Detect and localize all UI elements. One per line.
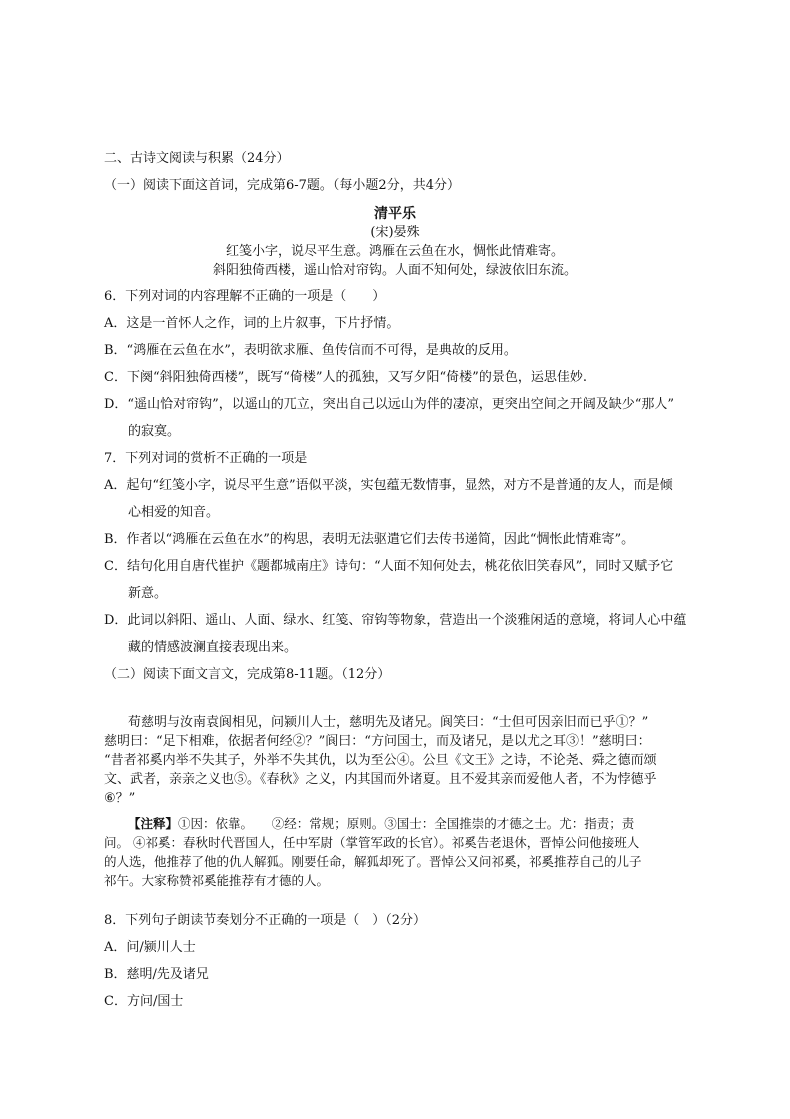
poem-line-1: 红笺小字，说尽平生意。鸿雁在云鱼在水，惆怅此情难寄。 — [225, 244, 564, 259]
question-8-option-a: A．问/颍川人士 — [104, 940, 196, 955]
question-6-option-d-cont: 的寂寞。 — [128, 424, 181, 439]
annotation-label: 【注释】 — [128, 816, 179, 831]
passage-line-5: ⑥？” — [104, 791, 136, 806]
question-6-option-c: C．下阕“斜阳独倚西楼”，既写“倚楼”人的孤独，又写夕阳“倚楼”的景色，运思佳妙. — [104, 370, 587, 385]
question-7-option-d: D．此词以斜阳、遥山、人面、绿水、红笺、帘钩等物象，营造出一个淡雅闲适的意境，将词人心中蕴 — [104, 613, 687, 628]
poem-line-2: 斜阳独倚西楼，遥山恰对帘钩。人面不知何处，绿波依旧东流。 — [212, 263, 577, 278]
question-8-stem: 8．下列句子朗读节奏划分不正确的一项是（ ）（2分） — [104, 913, 427, 928]
section-heading: 二、古诗文阅读与积累（24分） — [104, 151, 290, 166]
poem-author: (宋)晏殊 — [370, 225, 420, 240]
passage-line-4: 文、武者，亲亲之义也⑤。《春秋》之义，内其国而外诸夏。且不爱其亲而爱他人者，不为悖德乎 — [104, 772, 657, 787]
poem-title: 清平乐 — [374, 206, 416, 222]
annotation-line-3: 的人选，他推荐了他的仇人解狐。刚要任命，解狐却死了。晋悼公又问祁奚，祁奚推荐自己的儿子 — [104, 854, 642, 869]
annotation-text-1: ①因：依靠。 ②经：常规；原则。③国士：全国推崇的才德之士。尤：指责；责 — [178, 816, 635, 831]
question-6-option-a: A．这是一首怀人之作，词的上片叙事，下片抒情。 — [104, 316, 400, 331]
question-7-option-a: A．起句“红笺小字，说尽平生意”语似平淡，实包蕴无数情事，显然，对方不是普通的友人，而是倾 — [104, 478, 673, 493]
passage-line-2: 慈明曰：“足下相难，依据者何经②？”阆曰：“方问国士，而及诸兄，是以尤之耳③！”慈明曰： — [104, 734, 651, 749]
question-6-stem: 6．下列对词的内容理解不正确的一项是（ ） — [104, 289, 386, 304]
question-7-option-d-cont: 藏的情感波澜直接表现出来。 — [128, 640, 298, 655]
part2-instruction: （二）阅读下面文言文，完成第8-11题。（12分） — [104, 667, 391, 682]
question-7-stem: 7．下列对词的赏析不正确的一项是 — [104, 451, 308, 466]
annotation-line-4: 祁午。大家称赞祁奚能推荐有才德的人。 — [104, 873, 330, 888]
question-7-option-b: B．作者以“鸿雁在云鱼在水”的构思，表明无法驱遣它们去传书递简，因此“惆怅此情难寄”。 — [104, 532, 635, 547]
annotation-line-1 — [128, 815, 634, 833]
question-7-option-c-cont: 新意。 — [128, 586, 168, 601]
question-7-option-c: C．结句化用自唐代崔护《题都城南庄》诗句：“人面不知何处去，桃花依旧笑春风”，同时又赋予它 — [104, 559, 674, 574]
question-8-option-b: B．慈明/先及诸兄 — [104, 967, 209, 982]
question-6-option-b: B．“鸿雁在云鱼在水”，表明欲求雁、鱼传信而不可得，是典故的反用。 — [104, 343, 517, 358]
question-7-option-a-cont: 心相爱的知音。 — [128, 505, 220, 520]
part1-instruction: （一）阅读下面这首词，完成第6-7题。（每小题2分，共4分） — [104, 178, 460, 193]
passage-line-3: “昔者祁奚内举不失其子，外举不失其仇，以为至公④。公旦《文王》之诗，不论尧、舜之德而颂 — [104, 753, 657, 768]
question-6-option-d: D．“遥山恰对帘钩”，以遥山的兀立，突出自己以远山为伴的凄凉，更突出空间之开阔及缺少“那人” — [104, 397, 675, 412]
passage-line-1: 荀慈明与汝南袁阆相见，问颍川人士，慈明先及诸兄。阆笑曰：“士但可因亲旧而已乎①？” — [128, 715, 649, 730]
question-8-option-c: C．方问/国士 — [104, 994, 184, 1009]
annotation-line-2: 问。 ④祁奚：春秋时代晋国人，任中军尉（掌管军政的长官）。祁奚告老退休，晋悼公问他接班人 — [104, 835, 640, 850]
